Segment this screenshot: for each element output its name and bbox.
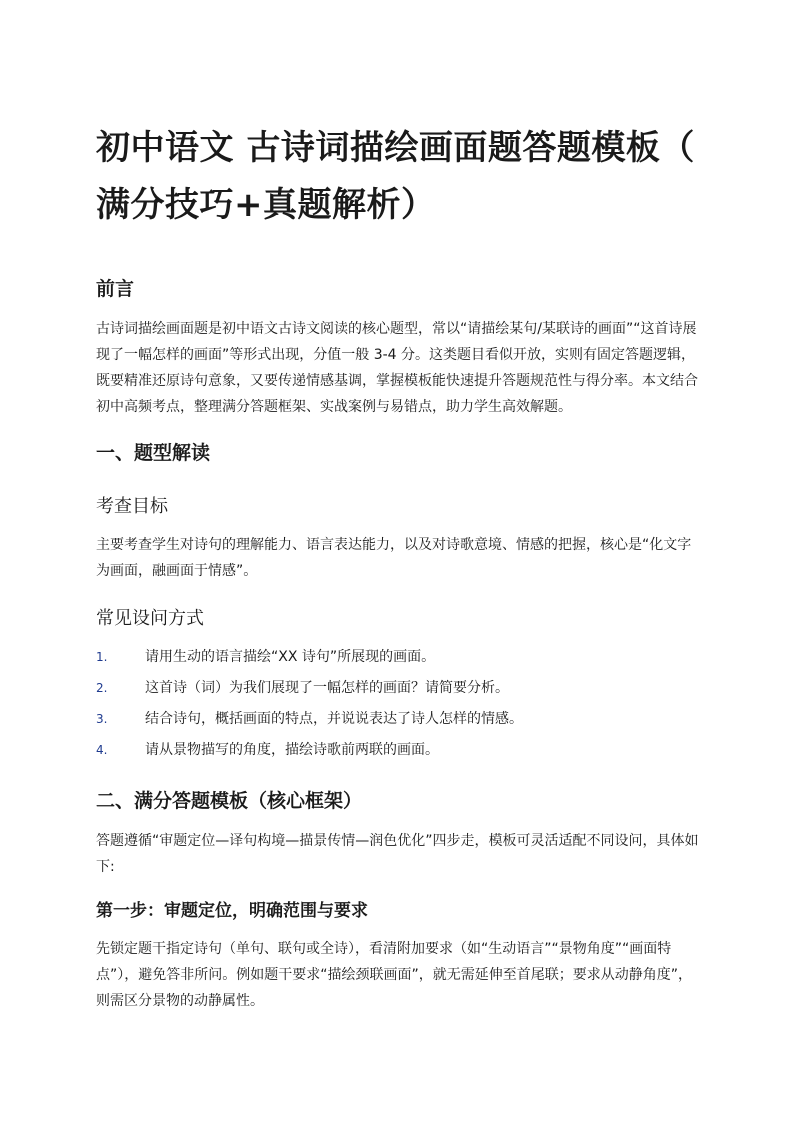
list-text: 请用生动的语言描绘“XX 诗句”所展现的画面。 <box>145 649 436 665</box>
section2-paragraph: 答题遵循“审题定位—译句构境—描景传情—润色优化”四步走，模板可灵活适配不同设问，具体如下: <box>96 833 699 875</box>
step1-paragraph: 先锁定题干指定诗句（单句、联句或全诗），看清附加要求（如“生动语言”“景物角度”“画面特点”），避免答非所问。例如题干要求“描绘颈联画面”，就无需延伸至首尾联；要求从动静角度”，则需区分景物的动静属性。 <box>96 941 693 1009</box>
title-line-1: 初中语文 古诗词描绘画面题答题模板（ <box>96 128 695 168</box>
list-item <box>96 704 700 735</box>
section1-heading: 一、题型解读 <box>96 442 211 464</box>
list-number: 1. <box>96 650 108 664</box>
document-title <box>96 120 700 234</box>
list-number: 2. <box>96 681 108 695</box>
list-item <box>96 735 700 766</box>
title-line-2: 满分技巧+真题解析） <box>96 185 436 225</box>
step1-heading: 第一步：审题定位，明确范围与要求 <box>96 901 368 921</box>
goal-heading: 考查目标 <box>96 496 168 517</box>
list-number: 4. <box>96 743 108 757</box>
list-number: 3. <box>96 712 108 726</box>
ways-list <box>96 642 700 766</box>
list-text: 这首诗（词）为我们展现了一幅怎样的画面？请简要分析。 <box>145 680 509 696</box>
list-text: 结合诗句，概括画面的特点，并说说表达了诗人怎样的情感。 <box>145 711 523 727</box>
ways-heading: 常见设问方式 <box>96 608 204 629</box>
list-text: 请从景物描写的角度，描绘诗歌前两联的画面。 <box>145 742 439 758</box>
list-item <box>96 642 700 673</box>
preface-paragraph: 古诗词描绘画面题是初中语文古诗文阅读的核心题型，常以“请描绘某句/某联诗的画面”“这首诗展现了一幅怎样的画面”等形式出现，分值一般 3-4 分。这类题目看似开放，实则有固定答题逻辑，既要精准还原诗句意象，又要传递情感基调，掌握模板能快速提升答题规范性与得分率。本文结合初中高频考点，整理满分答题框架、实战案例与易错点，助力学生高效解题。 <box>96 321 698 415</box>
preface-heading: 前言 <box>96 278 135 300</box>
document-page <box>96 120 700 1014</box>
list-item <box>96 673 700 704</box>
section2-heading: 二、满分答题模板（核心框架） <box>96 790 363 812</box>
goal-paragraph: 主要考查学生对诗句的理解能力、语言表达能力，以及对诗歌意境、情感的把握，核心是“化文字为画面，融画面于情感”。 <box>96 537 692 579</box>
